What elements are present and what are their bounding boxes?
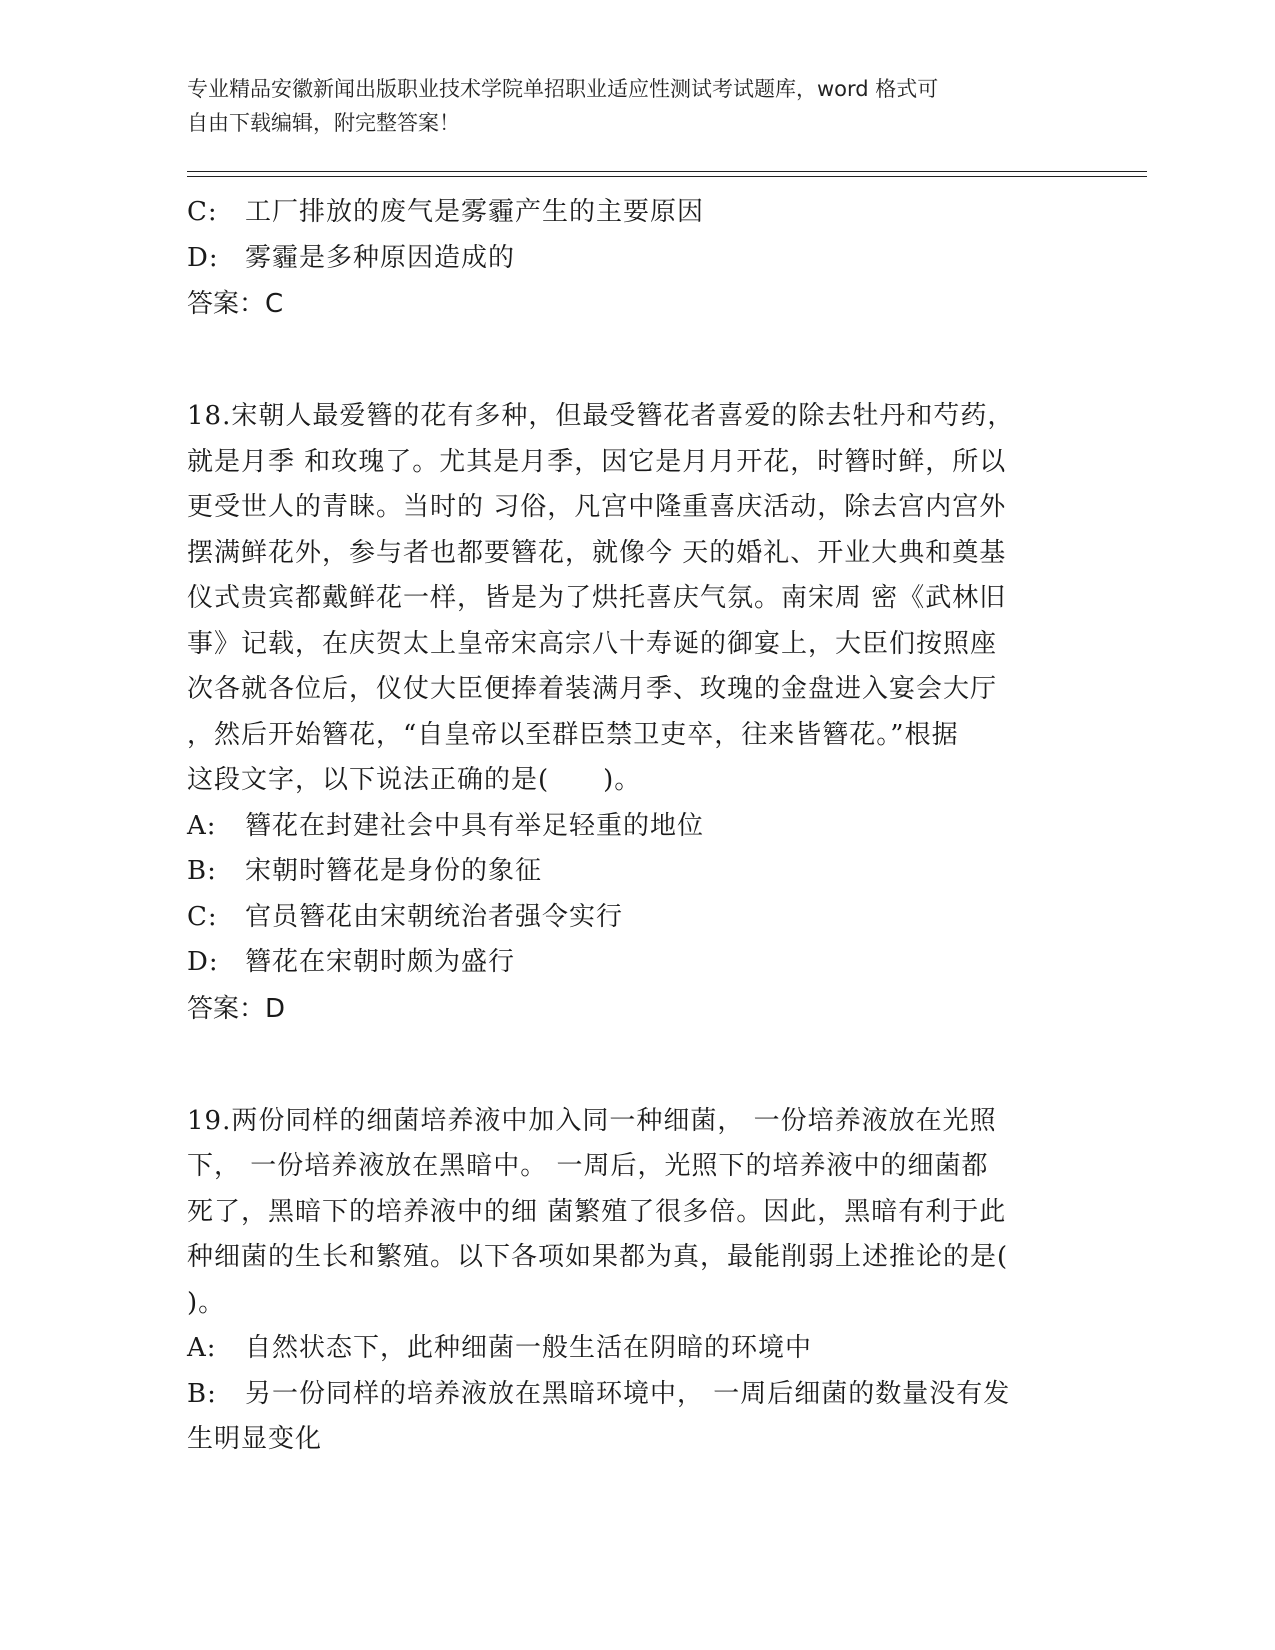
question-line: 18.宋朝人最爱簪的花有多种，但最受簪花者喜爱的除去牡丹和芍药， — [187, 401, 1015, 431]
option-b — [187, 849, 1087, 895]
option-text: 官员簪花由宋朝统治者强令实行 — [245, 901, 624, 932]
question-line: 这段文字，以下说法正确的是( )。 — [187, 765, 642, 795]
question-line: 仪式贵宾都戴鲜花一样，皆是为了烘托喜庆气氛。南宋周 密《武林旧 — [187, 583, 1007, 613]
question-line: 次各就各位后，仪仗大臣便捧着装满月季、玫瑰的金盘进入宴会大厅 — [187, 674, 998, 704]
header-rule-top — [187, 171, 1147, 172]
option-text: 另一份同样的培养液放在黑暗环境中， 一周后细菌的数量没有发 — [245, 1378, 1011, 1409]
question-line: ，然后开始簪花，“自皇帝以至群臣禁卫吏卒，往来皆簪花。”根据 — [187, 719, 959, 750]
question-line: 就是月季 和玫瑰了。尤其是月季，因它是月月开花，时簪时鲜，所以 — [187, 446, 1007, 477]
question-line: 死了，黑暗下的培养液中的细 菌繁殖了很多倍。因此，黑暗有利于此 — [187, 1196, 1007, 1227]
question-line: 种细菌的生长和繁殖。以下各项如果都为真，最能削弱上述推论的是( — [187, 1242, 1009, 1272]
answer: 答案：C — [187, 289, 284, 319]
question-line: 下， 一份培养液放在黑暗中。 一周后，光照下的培养液中的细菌都 — [187, 1151, 989, 1181]
option-text: 簪花在封建社会中具有举足轻重的地位 — [245, 810, 705, 841]
option-c — [187, 895, 1087, 941]
option-key: C: — [187, 901, 218, 932]
question-line: )。 — [187, 1287, 226, 1318]
answer: 答案：D — [187, 993, 286, 1024]
question-line: 事》记载，在庆贺太上皇帝宋高宗八十寿诞的御宴上，大臣们按照座 — [187, 628, 998, 659]
option-a — [187, 804, 1087, 850]
question-line: 19.两份同样的细菌培养液中加入同一种细菌， 一份培养液放在光照 — [187, 1105, 997, 1136]
option-key: C: — [187, 197, 218, 227]
option-a — [187, 1326, 1087, 1372]
option-text: 簪花在宋朝时颇为盛行 — [245, 947, 516, 977]
question-19 — [187, 1099, 1087, 1463]
option-b — [187, 1372, 1087, 1418]
option-key: A: — [187, 1333, 217, 1363]
option-c — [187, 190, 1087, 236]
option-d — [187, 940, 1087, 986]
option-key: D: — [187, 947, 219, 977]
option-d — [187, 236, 1087, 282]
document-header — [187, 72, 1087, 140]
header-rule-bottom — [187, 176, 1147, 177]
option-text: 自然状态下，此种细菌一般生活在阴暗的环境中 — [245, 1333, 813, 1363]
question-line: 更受世人的青睐。当时的 习俗，凡宫中隆重喜庆活动，除去宫内宫外 — [187, 492, 1007, 522]
option-text: 工厂排放的废气是雾霾产生的主要原因 — [245, 197, 705, 227]
option-text: 宋朝时簪花是身份的象征 — [245, 856, 543, 886]
header-line: 专业精品安徽新闻出版职业技术学院单招职业适应性测试考试题库，word 格式可 — [187, 77, 939, 101]
option-continuation: 生明显变化 — [187, 1424, 323, 1454]
option-key: B: — [187, 856, 217, 886]
option-text: 雾霾是多种原因造成的 — [245, 242, 516, 273]
option-key: B: — [187, 1378, 217, 1409]
question-line: 摆满鲜花外，参与者也都要簪花，就像今 天的婚礼、开业大典和奠基 — [187, 537, 1007, 568]
header-line: 自由下载编辑，附完整答案！ — [187, 111, 460, 135]
question-18 — [187, 394, 1087, 1036]
option-key: D: — [187, 242, 219, 273]
option-key: A: — [187, 810, 217, 841]
document-body — [187, 190, 1087, 1463]
